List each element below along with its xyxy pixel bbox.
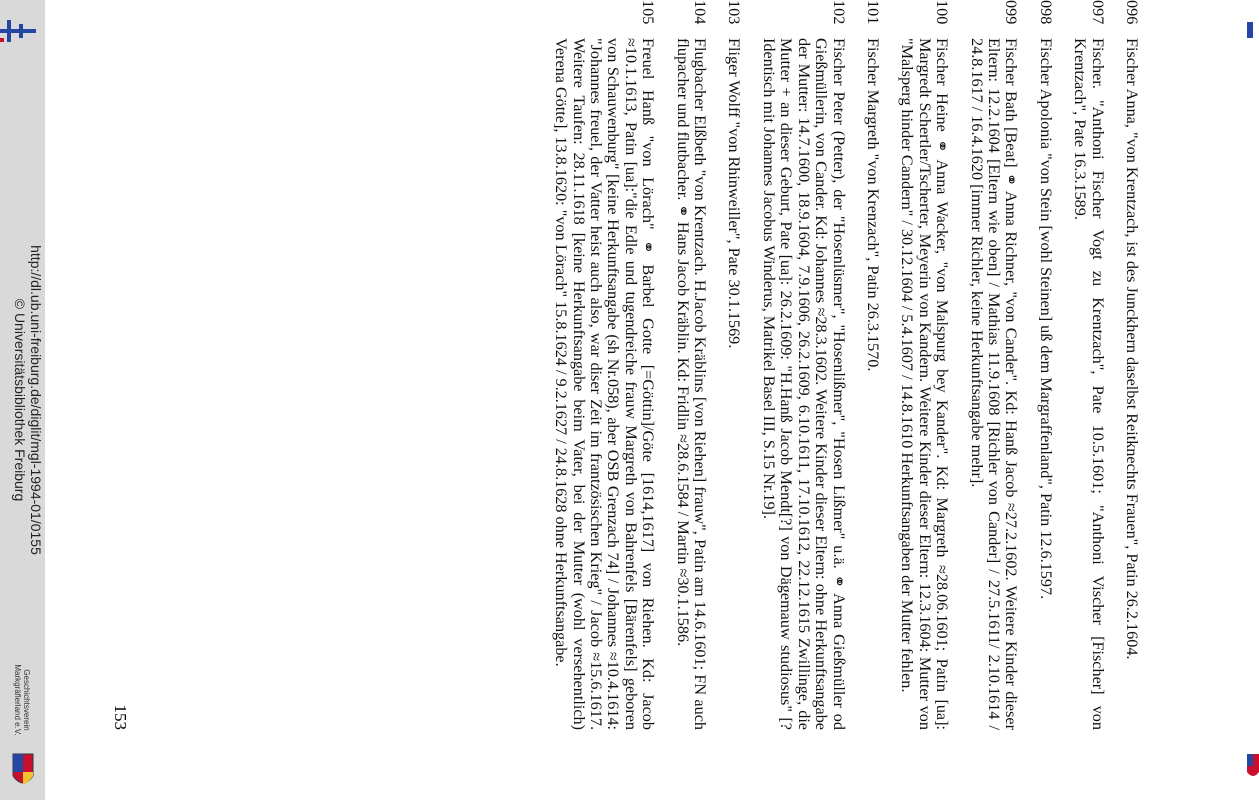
university-logo-fragment-icon <box>1247 22 1253 38</box>
entry-text: Fischer Bath [Beat] ⚭ Anna Richner, "von Cander". Kd: Hanß Jacob ≈27.2.1602. Weitere Kinder dieser Eltern: 12.2.1604 [Eltern wie oben] / Mathias 11.9.1608 [Richler von Cander] / 27.5.1611/ 2.10.1614 / 24.8.1617 / 16.4.1620 [immer Richler, keine Herkunftsangabe mehr]. <box>967 38 1021 730</box>
entry-number: 101 <box>863 0 882 25</box>
entry-text: Fischer. "Anthoni Fischer Vogt zu Krentzach", Pate 10.5.1601; "Anthoni Vischer [Fischer] von Krentzach", Pate 16.3.1589. <box>1071 38 1107 730</box>
entry-098 <box>1036 0 1053 730</box>
right-margin <box>1241 0 1259 800</box>
entry-097 <box>1071 0 1106 730</box>
entry-text: Fischer Margreth "von Krenzach", Patin 26.3.1570. <box>863 38 882 372</box>
document-page <box>552 0 1140 730</box>
entry-text: Freuel Hanß "von Lörach" ⚭ Barbel Gotte [=Göttin]/Göte [1614,1617] von Riehen. Kd: Jacob ≈10.1.1613, Patin [ua]:"die Edle und tugendreiche frauw Margreth von Bahrenfels [Bärenfels] geboren von Schauwenburg" [keine Herkunftsangabe (sh Nr.058), aber OSB Grenzach 74] / Johannes ≈10.4.1614: "Johannes freuel, der Vatter heist auch also, war diser Zeit im frantzösischen Krieg" / Jacob ≈15.6.1617. Weitere Taufen: 28.11.1618 [keine Herkunftsangabe beim Vater, bei der Mutter (wohl versehentlich) Verena Götte], 13.8.1620: "von Lörach" 15.8.1624 / 9.2.1627 / 24.8.1628 ohne Herkunftsangabe. <box>552 38 658 730</box>
entry-number: 096 <box>1123 0 1141 25</box>
entry-number: 105 <box>639 0 658 25</box>
entry-text: Fischer Anna, "von Krentzach, ist des Junckhern daselbst Reitknechts Frauen", Patin 26.2.1604. <box>1123 38 1141 660</box>
entry-text: Fischer Peter (Petter), der "Hosenlüsmer", "Hosenlißmer", "Hosen Lißmer" u.ä. ⚭ Anna Gießmüller od Gießmüllerin, von Cander. Kd: Johannes ≈28.3.1602. Weitere Kinder dieser Eltern: ohne Herkunftsangabe der Mutter: 14.7.1600, 18.9.1604, 7.9.1606, 26.2.1609, 6.10.1611, 17.10.1612, 22.12.1615 Zwillinge, die Mutter + an dieser Geburt, Pate [ua]: 26.2.1609: "H.Hanß Jacob Mendt[?] von Dägemauw studiosus" [? Identisch mit Johannes Jacobus Winderus, Matrikel Basel III, S.15 Nr.19]. <box>759 38 848 730</box>
entry-103 <box>725 0 742 730</box>
page-number: 153 <box>111 704 130 730</box>
entry-number: 102 <box>829 0 848 25</box>
left-margin <box>0 0 45 800</box>
entry-100 <box>898 0 950 730</box>
entry-102 <box>760 0 847 730</box>
entry-099 <box>967 0 1019 730</box>
entry-text: Fischer Heine ⚭ Anna Wacker, "von Malspurg bey Kander". Kd: Margreth ≈28.06.1601; Patin [ua]: Margredt Schertler/Tscherter, Meyerin von Kandern. Weitere Kinder dieser Eltern: 12.3.1604: Mutter von "Malsperg hinder Candern" / 30.12.1604 / 5.4.1607 / 14.8.1610 Herkunftsangaben der Mutter fehlen. <box>898 38 952 730</box>
entry-096 <box>1123 0 1140 730</box>
entry-text: Fischer Apolonia "von Stein [wohl Steinen] uß dem Margraffenland", Patin 12.6.1597. <box>1036 38 1055 600</box>
entry-number: 100 <box>933 0 952 25</box>
footer-url-link[interactable]: http://dl.ub.uni-freiburg.de/diglit/mgl-1994-01/0155 <box>28 245 44 555</box>
entry-101 <box>864 0 881 730</box>
crest-fragment-icon <box>1245 752 1259 782</box>
entry-105 <box>552 0 656 730</box>
entry-number: 098 <box>1036 0 1055 25</box>
entry-number: 097 <box>1088 0 1107 25</box>
publisher-line-1: Geschichtsverein <box>22 669 31 731</box>
entry-text: Flugbacher Elßbeth "von Krentzach. H.Jacob Kräblins [von Riehen] frauw", Patin am 14.6.1601; FN auch flupacher und flutbacher. ⚭ Hans Jacob Kräblin. Kd: Fridlin ≈28.6.1584 / Martin ≈30.1.1586. <box>673 38 710 730</box>
entry-text: Fliger Wolff "von Rhinweiller", Pate 30.1.1569. <box>725 38 744 349</box>
publisher-line-2: Markgräflerland e.V. <box>13 664 22 736</box>
publisher-label <box>13 640 31 760</box>
entry-number: 099 <box>1002 0 1021 25</box>
entry-104 <box>673 0 708 730</box>
footer-copyright: © Universitätsbibliothek Freiburg <box>12 298 28 502</box>
entry-number: 103 <box>725 0 744 25</box>
entry-number: 104 <box>691 0 710 25</box>
rotated-page <box>40 0 1140 730</box>
coat-of-arms-icon <box>12 752 34 792</box>
